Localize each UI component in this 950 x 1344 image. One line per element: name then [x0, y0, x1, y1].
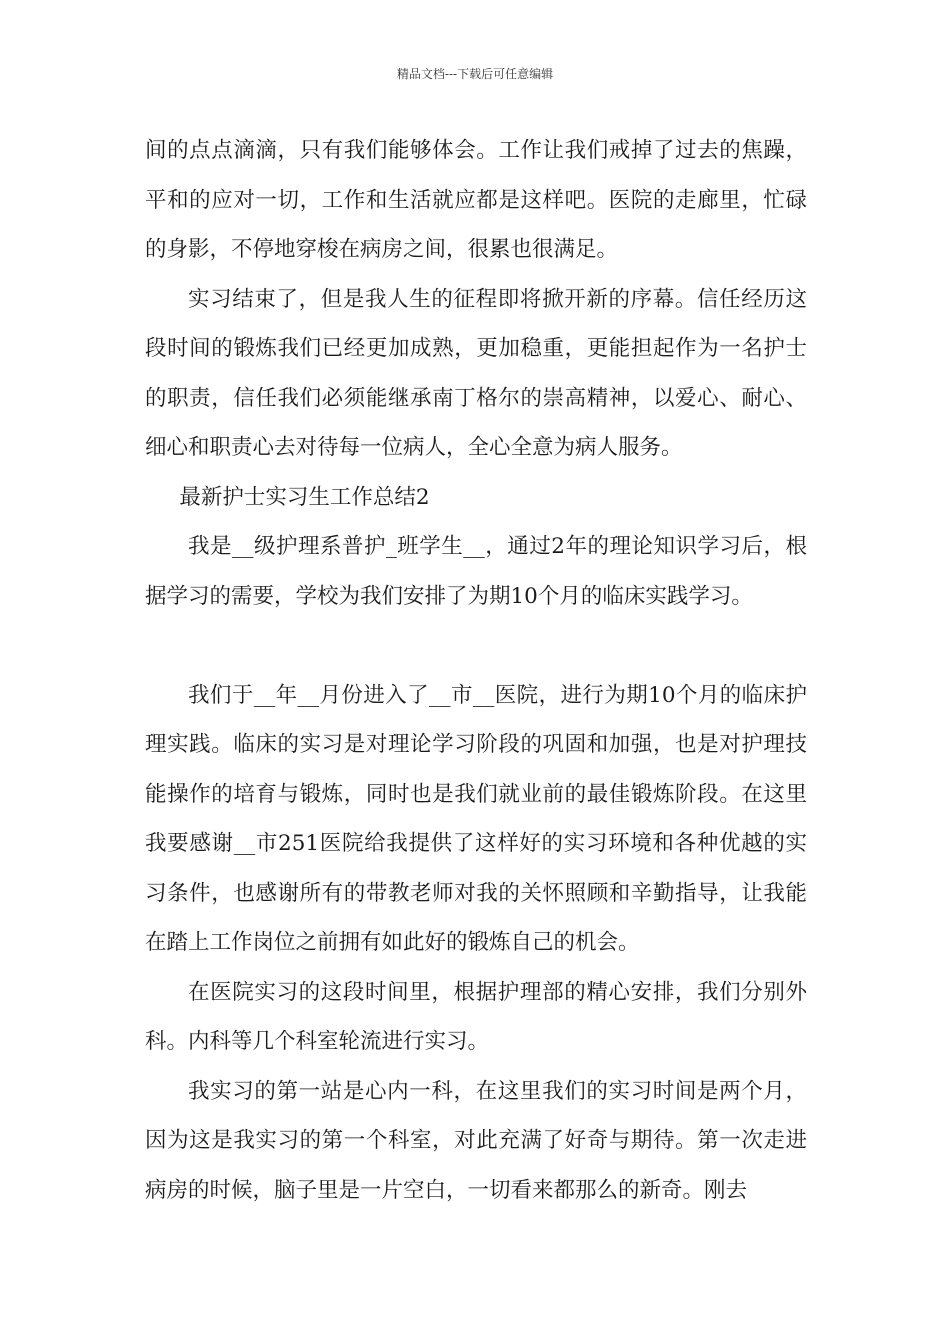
paragraph-spacer	[145, 621, 807, 671]
paragraph: 在医院实习的这段时间里，根据护理部的精心安排，我们分别外科。内科等几个科室轮流进行实习。	[145, 979, 807, 1054]
paragraph: 我实习的第一站是心内一科，在这里我们的实习时间是两个月，因为这是我实习的第一个科室，对此充满了好奇与期待。第一次走进病房的时候，脑子里是一片空白，一切看来都那么的新奇。刚去	[145, 1078, 807, 1203]
page-header: 精品文档---下载后可任意编辑	[396, 67, 554, 81]
paragraph: 实习结束了，但是我人生的征程即将掀开新的序幕。信任经历这段时间的锻炼我们已经更加成熟，更加稳重，更能担起作为一名护士的职责，信任我们必须能继承南丁格尔的崇高精神，以爱心、耐心、细心和职责心去对待每一位病人，全心全意为病人服务。	[145, 286, 807, 460]
paragraph: 我们于__年__月份进入了__市__医院，进行为期10个月的临床护理实践。临床的实习是对理论学习阶段的巩固和加强，也是对护理技能操作的培育与锻炼，同时也是我们就业前的最佳锻炼阶段。在这里我要感谢__市251医院给我提供了这样好的实习环境和各种优越的实习条件，也感谢所有的带教老师对我的关怀照顾和辛勤指导，让我能在踏上工作岗位之前拥有如此好的锻炼自己的机会。	[145, 682, 807, 955]
paragraph: 我是__级护理系普护_班学生__，通过2年的理论知识学习后，根据学习的需要，学校为我们安排了为期10个月的临床实践学习。	[145, 534, 807, 609]
document-body	[145, 126, 807, 1215]
section-heading: 最新护士实习生工作总结2	[179, 484, 430, 510]
paragraph: 间的点点滴滴，只有我们能够体会。工作让我们戒掉了过去的焦躁，平和的应对一切，工作和生活就应都是这样吧。医院的走廊里，忙碌的身影，不停地穿梭在病房之间，很累也很满足。	[145, 138, 807, 262]
